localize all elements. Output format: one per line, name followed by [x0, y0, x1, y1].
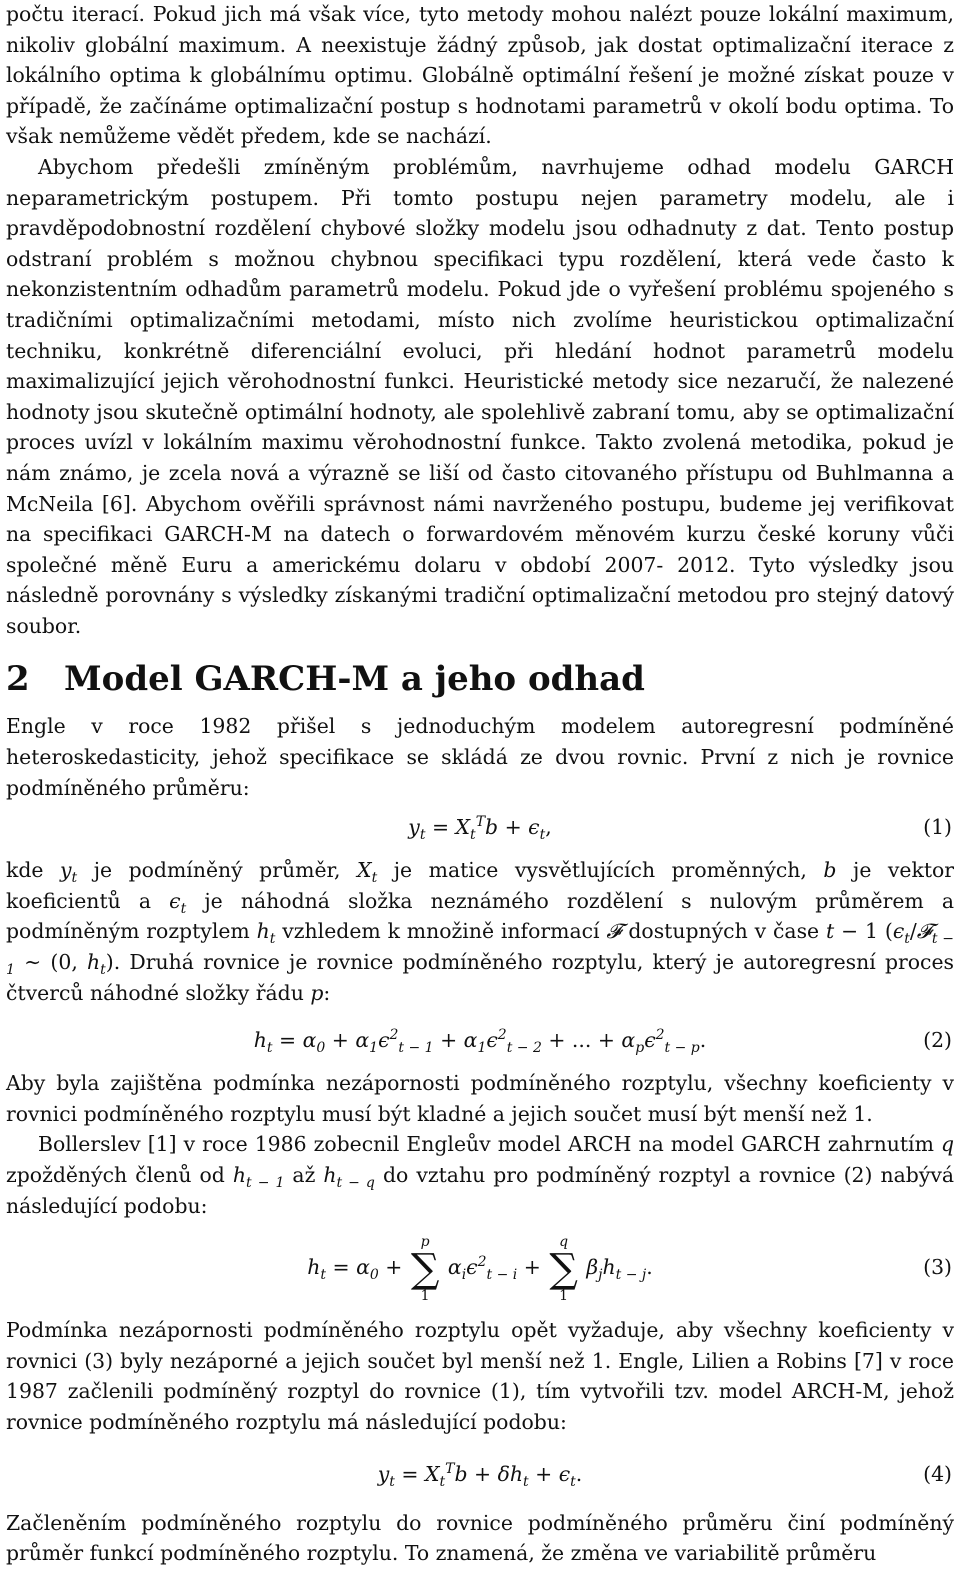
equation-3 [6, 1221, 954, 1313]
paragraph-bollerslev: Bollerslev [1] v roce 1986 zobecnil Engleův model ARCH na model GARCH zahrnutím q zpožděných členů od $h_{t - 1}$ až $h_{t - q}$ do vztahu pro podmíněný rozptyl a rovnice (2) nabývá následující podobu: [6, 1132, 955, 1218]
equation-2-formula: $h_t = \alpha_0 + \alpha_1\epsilon^2_{t - 1} + \alpha_1\epsilon^2_{t - 2}$ + ... + $\alpha_p\epsilon^2_{t - p}$. [253, 1027, 707, 1057]
equation-2-label: (2) [923, 1028, 952, 1053]
paragraph-conclusion: Začleněním podmíněného rozptylu do rovnice podmíněného průměru činí podmíněný průměr funkcí podmíněného rozptylu. To znamená, že změna ve variabilitě průměru [6, 1510, 954, 1566]
equation-3-label: (3) [923, 1255, 952, 1280]
section-heading [6, 641, 954, 711]
paragraph-nonnegativity: Aby byla zajištěna podmínka nezápornosti podmíněného rozptylu, všechny koeficienty v rovnici podmíněného rozptylu musí být kladné a jejich součet musí být menší než 1. [6, 1071, 954, 1126]
equation-4-label: (4) [923, 1461, 952, 1486]
paragraph-proposal: Abychom předešli zmíněným problémům, navrhujeme odhad modelu GARCH neparametrickým postupem. Při tomto postupu nejen parametry modelu, ale i pravděpodobnostní rozdělení chybové složky modelu jsou odhadnuty z dat. Tento postup odstraní problém s možnou chybnou specifikaci typu rozdělení, která vede často k nekonzistentním odhadům parametrů modelu. Pokud jde o vyřešení problému spojeného s tradičními optimalizačními metodami, místo nich zvolíme heuristickou optimalizační techniku, konkrétně diferenciální evoluci, při hledání hodnot parametrů modelu maximalizující jejich věrohodnostní funkci. Heuristické metody sice nezaručí, že nalezené hodnoty jsou skutečně optimální hodnoty, ale spolehlivě zabraní tomu, aby se optimalizační proces uvízl v lokálním maximu věrohodnostní funkce. Takto zvolená metodika, pokud je nám známo, je zcela nová a výrazně se liší od často citovaného přístupu od Buhlmanna a McNeila [6]. Abychom ověřili správnost námi navrženého postupu, budeme jej verifikovat na specifikaci GARCH-M na datech o forwardovém měnovém kurzu české koruny vůči společné měně Euru a americkému dolaru v období 2007- 2012. Tyto výsledky jsou následně porovnány s výsledky získanými tradiční optimalizační metodou pro stejný datový soubor. [6, 154, 954, 638]
equation-4-formula: $y_t = X_t^Tb + \delta h_t + \epsilon_t$. [377, 1460, 583, 1490]
document-page [6, 0, 954, 1569]
equation-1-label: (1) [923, 815, 952, 840]
equation-1 [6, 805, 954, 849]
section-title: Model GARCH-M a jeho odhad [64, 659, 645, 700]
equation-2 [6, 1018, 954, 1062]
paragraph-arch-m: Podmínka nezápornosti podmíněného rozptylu opět vyžaduje, aby všechny koeficienty v rovnici (3) byly nezáporné a jejich součet byl menší než 1. Engle, Lilien a Robins [7] v roce 1987 začlenili podmíněný rozptyl do rovnice (1), tím vytvořili tzv. model ARCH-M, jehož rovnice podmíněného rozptylu má následující podobu: [6, 1318, 954, 1434]
paragraph-definitions: kde $y_t$ je podmíněný průměr, $X_t$ je matice vysvětlujících proměnných, b je vektor koeficientů a $\epsilon_t$ je náhodná složka neznámého rozdělení s nulovým průměrem a podmíněným rozptylem $h_t$ vzhledem k množině informací 𝓕 dostupných v čase t − 1 ($\epsilon_t/𝓕_{t - 1}$ ∼ (0, $h_t$). Druhá rovnice je rovnice podmíněného rozptylu, který je autoregresní proces čtverců náhodné složky řádu p: [6, 858, 955, 1005]
sum-symbol-p: p ∑ 1 [410, 1233, 440, 1304]
equation-1-formula: $y_t = X_t^Tb + \epsilon_t$, [408, 814, 552, 844]
paragraph-intro-continued: počtu iterací. Pokud jich má však více, tyto metody mohou nalézt pouze lokální maximum, nikoliv globální maximum. A neexistuje žádný způsob, jak dostat optimalizační iterace z lokálního optima k globálnímu optimu. Globálně optimální řešení je možné získat pouze v případě, že začínáme optimalizační postup s hodnotami parametrů v okolí bodu optima. To však nemůžeme vědět předem, kde se nachází. [6, 2, 954, 149]
sum-symbol-q: q ∑ 1 [549, 1233, 578, 1304]
equation-3-formula: $h_t = \alpha_0$ + p ∑ 1 $\alpha_i\epsilon^2_{t - i}$ + q ∑ 1 $\beta_jh_{t - j}$. [307, 1233, 653, 1304]
paragraph-engle: Engle v roce 1982 přišel s jednoduchým modelem autoregresní podmíněné heteroskedasticity, jehož specifikace se skládá ze dvou rovnic. První z nich je rovnice podmíněného průměru: [6, 714, 954, 800]
equation-4 [6, 1452, 954, 1496]
section-number: 2 [6, 659, 30, 700]
